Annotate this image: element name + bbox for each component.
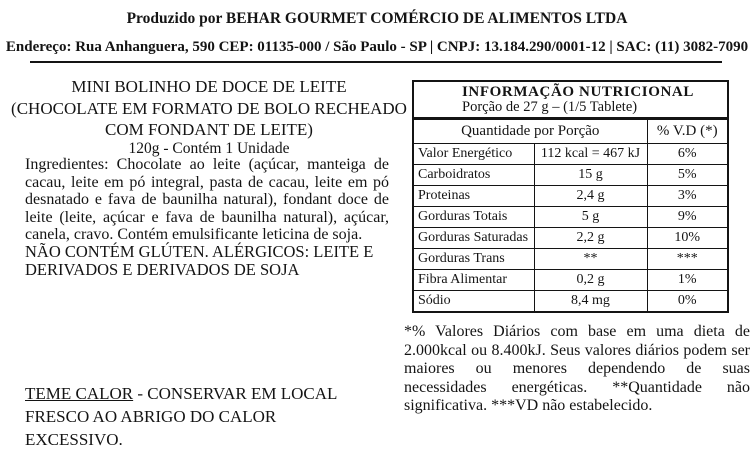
table-row [413,207,728,228]
nutrient-vd: *** [647,249,728,270]
nutrient-qty: 2,4 g [534,186,647,207]
allergen-warning: NÃO CONTÉM GLÚTEN. ALÉRGICOS: LEITE E DERIVADOS E DERIVADOS DE SOJA [25,242,374,279]
storage-instructions [25,382,373,451]
nutrient-vd: 10% [647,228,728,249]
table-row [413,165,728,186]
product-title-line2: (CHOCOLATE EM FORMATO DE BOLO RECHEADO [11,98,407,118]
nutrient-vd: 6% [647,144,728,165]
nutrient-vd: 0% [647,291,728,312]
nutrition-title: INFORMAÇÃO NUTRICIONAL [462,84,694,100]
producer-line: Produzido por BEHAR GOURMET COMÉRCIO DE ALIMENTOS LTDA [126,10,628,27]
ingredients-text: Ingredientes: Chocolate ao leite (açúcar, manteiga de cacau, leite em pó integral, pasta de cacau, leite em pó desnatado e fava de baunilha natural), fondant doce de leite (leite, açúcar e fava de baunilha natural), açúcar, canela, cravo. Contém emulsificante leticina de soja. [25,156,389,244]
nutrition-table [412,80,729,313]
net-weight: 120g - Contém 1 Unidade [128,140,290,157]
nutrient-qty: 15 g [534,165,647,186]
nutrient-label: Gorduras Totais [413,207,534,228]
address-line: Endereço: Rua Anhanguera, 590 CEP: 01135-000 / São Paulo - SP | CNPJ: 13.184.290/0001-12 | SAC: (11) 3082-7090 [5,39,749,55]
nutrient-vd: 9% [647,207,728,228]
nutrient-qty: 2,2 g [534,228,647,249]
product-title [8,76,410,141]
nutrient-label: Fibra Alimentar [413,270,534,291]
table-row [413,228,728,249]
header-divider [30,61,722,63]
storage-heading: TEME CALOR [25,384,134,403]
nutrient-qty: ** [534,249,647,270]
column-headers [413,119,728,144]
nutrient-qty: 112 kcal = 467 kJ [534,144,647,165]
nutrient-vd: 1% [647,270,728,291]
product-title-line3: COM FONDANT DE LEITE) [105,120,313,139]
table-row [413,186,728,207]
nutrient-label: Sódio [413,291,534,312]
nutrient-label: Gorduras Trans [413,249,534,270]
nutrient-vd: 3% [647,186,728,207]
storage-rest: - CONSERVAR EM LOCAL FRESCO AO ABRIGO DO CALOR EXCESSIVO. [25,384,337,449]
nutrient-label: Gorduras Saturadas [413,228,534,249]
nutrition-table-header [413,81,728,119]
nutrient-label: Carboidratos [413,165,534,186]
product-title-line1: MINI BOLINHO DE DOCE DE LEITE [71,77,347,96]
table-row [413,270,728,291]
nutrient-vd: 5% [647,165,728,186]
nutrient-label: Proteinas [413,186,534,207]
nutrient-qty: 8,4 mg [534,291,647,312]
qty-column-header: Quantidade por Porção [413,119,647,144]
table-row [413,291,728,312]
nutrient-qty: 5 g [534,207,647,228]
table-row [413,144,728,165]
nutrient-qty: 0,2 g [534,270,647,291]
nutrient-label: Valor Energético [413,144,534,165]
daily-values-footnote: *% Valores Diários com base em uma dieta de 2.000kcal ou 8.400kJ. Seus valores diários podem ser maiores ou menores dependendo de suas necessidades energéticas. **Quantidade não significativa. ***VD não estabelecido. [404,323,750,415]
vd-column-header: % V.D (*) [647,119,728,144]
serving-size: Porção de 27 g – (1/5 Tablete) [462,99,638,115]
table-row [413,249,728,270]
